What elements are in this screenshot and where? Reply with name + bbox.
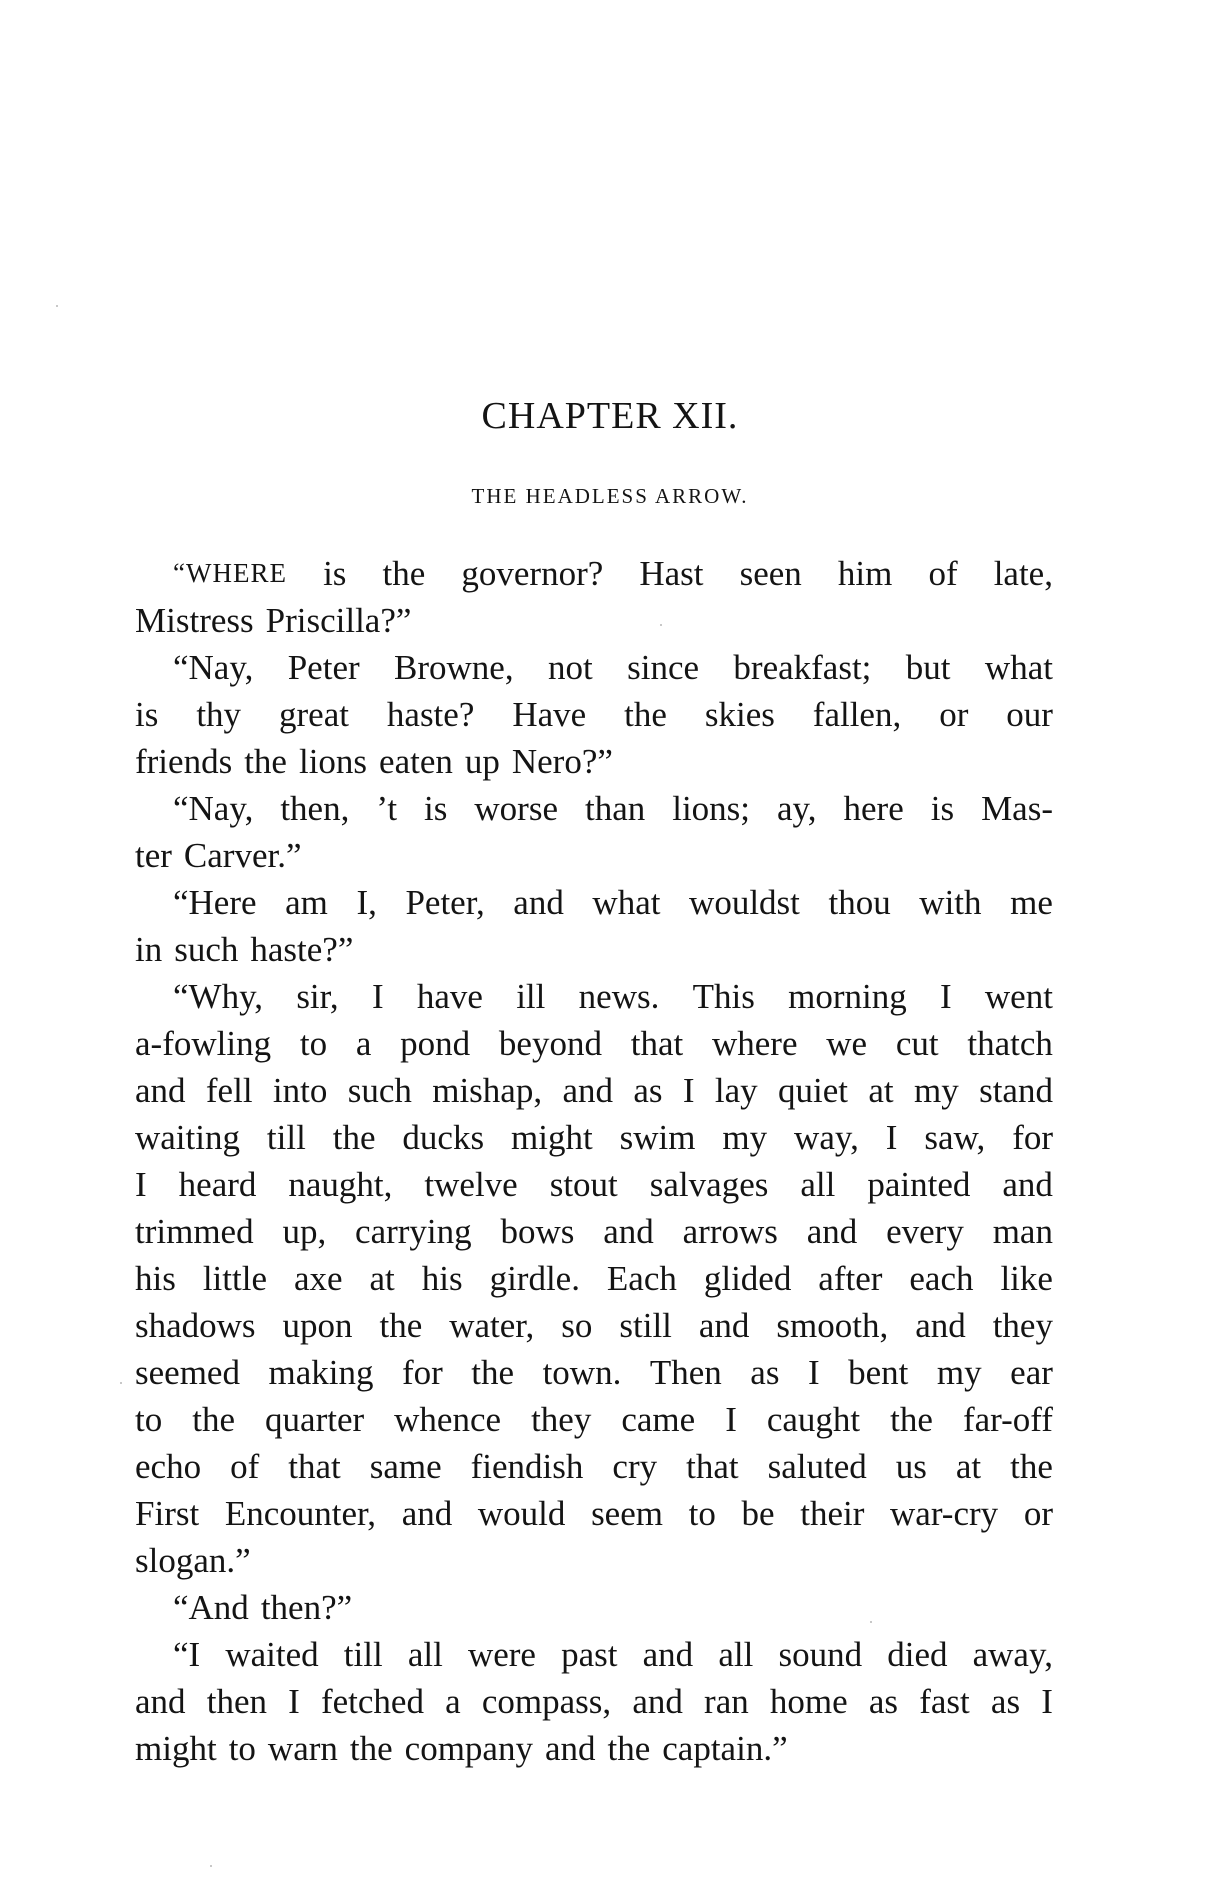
word: wouldst — [689, 883, 800, 922]
word: like — [1000, 1259, 1053, 1298]
word: died — [887, 1635, 948, 1674]
word: such — [347, 1071, 412, 1110]
word: I — [725, 1400, 737, 1439]
word: Peter — [287, 648, 360, 687]
text-line — [135, 1255, 1053, 1302]
word: might — [511, 1118, 593, 1157]
word: and — [513, 883, 564, 922]
word: than — [584, 789, 646, 828]
page-speck — [56, 305, 58, 307]
word: Have — [512, 695, 587, 734]
word: cut — [895, 1024, 939, 1063]
page-speck — [120, 1382, 122, 1384]
word: am — [285, 883, 328, 922]
word: and — [642, 1635, 694, 1674]
word: quiet — [778, 1071, 848, 1110]
word: trimmed — [135, 1212, 254, 1251]
word: him — [837, 554, 893, 593]
word: fast — [919, 1682, 970, 1721]
text-line — [135, 1443, 1053, 1490]
word: bent — [848, 1353, 909, 1392]
text-line — [135, 1114, 1053, 1161]
word: as — [633, 1071, 663, 1110]
word: bows — [500, 1212, 575, 1251]
word: in — [135, 930, 163, 969]
word: till — [343, 1635, 383, 1674]
word: at — [955, 1447, 982, 1486]
word: and — [915, 1306, 966, 1345]
text-line — [135, 1678, 1053, 1725]
word: stout — [549, 1165, 618, 1204]
word: twelve — [424, 1165, 518, 1204]
word: till — [266, 1118, 306, 1157]
word: into — [272, 1071, 328, 1110]
word: and — [1002, 1165, 1053, 1204]
word: I — [1041, 1682, 1053, 1721]
word: waited — [225, 1635, 319, 1674]
word: ear — [1010, 1353, 1053, 1392]
text-line — [135, 1584, 1053, 1631]
word: smooth, — [776, 1306, 889, 1345]
text-line — [135, 832, 1053, 879]
word: that — [288, 1447, 341, 1486]
word: First — [135, 1494, 200, 1533]
word: and — [401, 1494, 453, 1533]
word: late, — [993, 554, 1053, 593]
word: sound — [778, 1635, 863, 1674]
word: ter — [135, 836, 172, 875]
word: we — [826, 1024, 868, 1063]
text-line — [135, 1067, 1053, 1114]
word: my — [936, 1353, 982, 1392]
word: his — [421, 1259, 463, 1298]
word: I, — [356, 883, 377, 922]
word: “I — [173, 1635, 201, 1674]
word: way, — [794, 1118, 859, 1157]
word: company — [404, 1729, 533, 1768]
word: at — [369, 1259, 395, 1298]
word: have — [416, 977, 483, 1016]
word: swim — [619, 1118, 696, 1157]
word: I — [885, 1118, 898, 1157]
word: my — [722, 1118, 768, 1157]
word: carrying — [355, 1212, 472, 1251]
word: but — [905, 648, 951, 687]
page-speck — [870, 1621, 872, 1623]
word: then, — [280, 789, 350, 828]
word: stand — [979, 1071, 1053, 1110]
word: war-cry — [890, 1494, 999, 1533]
word: morning — [788, 977, 907, 1016]
word: skies — [704, 695, 775, 734]
word: all — [407, 1635, 443, 1674]
word: to — [228, 1729, 256, 1768]
text-line — [135, 785, 1053, 832]
word: of — [928, 554, 958, 593]
word: Carver.” — [183, 836, 302, 875]
page-speck — [660, 624, 662, 626]
word: and — [632, 1682, 683, 1721]
word: Nero?” — [511, 742, 613, 781]
word: seem — [591, 1494, 663, 1533]
word: as — [990, 1682, 1021, 1721]
word: far-off — [962, 1400, 1053, 1439]
word: their — [800, 1494, 865, 1533]
word: ’t — [376, 789, 398, 828]
word: captain.” — [662, 1729, 788, 1768]
word: is — [323, 554, 347, 593]
word: and — [806, 1212, 858, 1251]
word: the — [379, 1306, 423, 1345]
word: axe — [293, 1259, 343, 1298]
word: and — [698, 1306, 750, 1345]
word: the — [607, 1729, 651, 1768]
word: is — [135, 695, 159, 734]
chapter-subtitle: THE HEADLESS ARROW. — [471, 484, 749, 508]
word: thatch — [967, 1024, 1053, 1063]
word: were — [467, 1635, 536, 1674]
word: a-fowling — [135, 1024, 272, 1063]
word: This — [692, 977, 755, 1016]
word: girdle. — [489, 1259, 580, 1298]
word: the — [244, 742, 287, 781]
word: pond — [400, 1024, 471, 1063]
word: glided — [703, 1259, 792, 1298]
word: as — [750, 1353, 780, 1392]
text-line — [135, 738, 1053, 785]
word: or — [939, 695, 969, 734]
word: each — [909, 1259, 974, 1298]
word: same — [369, 1447, 442, 1486]
word: the — [1010, 1447, 1053, 1486]
word: saw, — [924, 1118, 986, 1157]
word: governor? — [461, 554, 604, 593]
text-line — [135, 644, 1053, 691]
word: compass, — [481, 1682, 612, 1721]
word: the — [349, 1729, 393, 1768]
word: seen — [739, 554, 802, 593]
word: up, — [282, 1212, 327, 1251]
text-line — [135, 1725, 1053, 1772]
text-line — [135, 1161, 1053, 1208]
word: fetched — [320, 1682, 424, 1721]
word: little — [202, 1259, 267, 1298]
word: might — [135, 1729, 217, 1768]
word: fallen, — [812, 695, 902, 734]
word: fell — [205, 1071, 253, 1110]
text-line — [135, 1349, 1053, 1396]
word: or — [1023, 1494, 1053, 1533]
word: still — [619, 1306, 672, 1345]
word: ducks — [402, 1118, 485, 1157]
word: the — [624, 695, 667, 734]
word: so — [561, 1306, 593, 1345]
word: for — [1012, 1118, 1053, 1157]
word: then?” — [260, 1588, 353, 1627]
word: beyond — [498, 1024, 602, 1063]
word: they — [531, 1400, 592, 1439]
word: they — [992, 1306, 1053, 1345]
word: for — [401, 1353, 443, 1392]
word: waiting — [135, 1118, 240, 1157]
word: since — [627, 648, 700, 687]
word: heard — [178, 1165, 257, 1204]
word: ran — [704, 1682, 749, 1721]
word: I — [135, 1165, 147, 1204]
word: and — [135, 1682, 186, 1721]
word: here — [843, 789, 904, 828]
word: of — [230, 1447, 260, 1486]
word: mishap, — [432, 1071, 543, 1110]
word: every — [886, 1212, 964, 1251]
word: such — [174, 930, 239, 969]
word: the — [382, 554, 426, 593]
word: ay, — [777, 789, 817, 828]
word: that — [686, 1447, 739, 1486]
word: all — [800, 1165, 836, 1204]
word: then — [206, 1682, 267, 1721]
word: Peter, — [405, 883, 485, 922]
word: Priscilla?” — [265, 601, 412, 640]
word: friends — [135, 742, 233, 781]
word: came — [621, 1400, 696, 1439]
word: as — [868, 1682, 899, 1721]
word: lions — [298, 742, 368, 781]
text-line — [135, 926, 1053, 973]
word: Each — [606, 1259, 677, 1298]
word: “And — [173, 1588, 249, 1627]
chapter-body-text — [135, 550, 1053, 1772]
text-line — [135, 1490, 1053, 1537]
word: Mas- — [981, 789, 1053, 828]
word: Hast — [639, 554, 704, 593]
word: salvages — [649, 1165, 769, 1204]
word: I — [682, 1071, 695, 1110]
word: slogan.” — [135, 1541, 251, 1580]
word: lions; — [672, 789, 751, 828]
word: town. — [542, 1353, 622, 1392]
text-line — [135, 1208, 1053, 1255]
word: would — [477, 1494, 566, 1533]
word: echo — [135, 1447, 202, 1486]
word: not — [547, 648, 593, 687]
text-line — [135, 550, 1053, 597]
word: that — [630, 1024, 684, 1063]
word: Then — [649, 1353, 722, 1392]
word: home — [769, 1682, 848, 1721]
word: the — [890, 1400, 933, 1439]
word: what — [984, 648, 1053, 687]
word: “Why, — [173, 977, 264, 1016]
word: seemed — [135, 1353, 240, 1392]
word: and — [562, 1071, 613, 1110]
text-line — [135, 1631, 1053, 1678]
word: after — [818, 1259, 883, 1298]
word: I — [939, 977, 952, 1016]
word: is — [930, 789, 955, 828]
word: warn — [267, 1729, 338, 1768]
word: great — [279, 695, 349, 734]
word: ill — [516, 977, 546, 1016]
word: I — [807, 1353, 820, 1392]
word: the — [471, 1353, 515, 1392]
word: with — [919, 883, 982, 922]
word: upon — [282, 1306, 353, 1345]
word: arrows — [682, 1212, 778, 1251]
word: caught — [766, 1400, 861, 1439]
word: up — [464, 742, 500, 781]
word: a — [445, 1682, 461, 1721]
word: me — [1010, 883, 1053, 922]
word: saluted — [767, 1447, 867, 1486]
word: our — [1006, 695, 1053, 734]
word: Encounter, — [224, 1494, 377, 1533]
word: thy — [196, 695, 242, 734]
word: and — [603, 1212, 654, 1251]
text-line — [135, 1537, 1053, 1584]
word: my — [913, 1071, 959, 1110]
word: and — [544, 1729, 596, 1768]
word: eaten — [379, 742, 453, 781]
word: a — [355, 1024, 372, 1063]
word: “Here — [173, 883, 257, 922]
word: thou — [828, 883, 891, 922]
word: “Nay, — [173, 789, 254, 828]
word: where — [711, 1024, 798, 1063]
word: us — [895, 1447, 927, 1486]
text-line — [135, 1302, 1053, 1349]
chapter-title: CHAPTER XII. — [481, 395, 739, 437]
text-line — [135, 1020, 1053, 1067]
word: haste?” — [250, 930, 354, 969]
word: cry — [612, 1447, 658, 1486]
word: the — [192, 1400, 236, 1439]
word: “WHERE — [173, 558, 287, 588]
text-line — [135, 879, 1053, 926]
word: his — [135, 1259, 176, 1298]
word: all — [718, 1635, 754, 1674]
word: I — [371, 977, 384, 1016]
word: went — [984, 977, 1053, 1016]
word: to — [688, 1494, 716, 1533]
word: Browne, — [394, 648, 514, 687]
word: naught, — [288, 1165, 393, 1204]
word: painted — [867, 1165, 971, 1204]
word: fiendish — [470, 1447, 584, 1486]
word: away, — [972, 1635, 1053, 1674]
word: to — [299, 1024, 328, 1063]
word: at — [868, 1071, 894, 1110]
word: and — [135, 1071, 186, 1110]
word: Mistress — [135, 601, 254, 640]
word: man — [992, 1212, 1053, 1251]
text-line — [135, 1396, 1053, 1443]
word: what — [592, 883, 661, 922]
word: news. — [578, 977, 660, 1016]
word: water, — [449, 1306, 535, 1345]
word: whence — [394, 1400, 502, 1439]
page-speck — [210, 1865, 212, 1867]
word: quarter — [265, 1400, 365, 1439]
word: sir, — [296, 977, 339, 1016]
word: be — [741, 1494, 775, 1533]
word: making — [268, 1353, 374, 1392]
text-line — [135, 597, 1053, 644]
word: the — [332, 1118, 376, 1157]
text-line — [135, 973, 1053, 1020]
word: lay — [714, 1071, 758, 1110]
word: worse — [474, 789, 558, 828]
word: I — [288, 1682, 300, 1721]
word: haste? — [386, 695, 475, 734]
word: to — [135, 1400, 163, 1439]
word: “Nay, — [173, 648, 254, 687]
text-line — [135, 691, 1053, 738]
word: past — [561, 1635, 618, 1674]
word: breakfast; — [733, 648, 872, 687]
word: is — [424, 789, 448, 828]
word: shadows — [135, 1306, 256, 1345]
